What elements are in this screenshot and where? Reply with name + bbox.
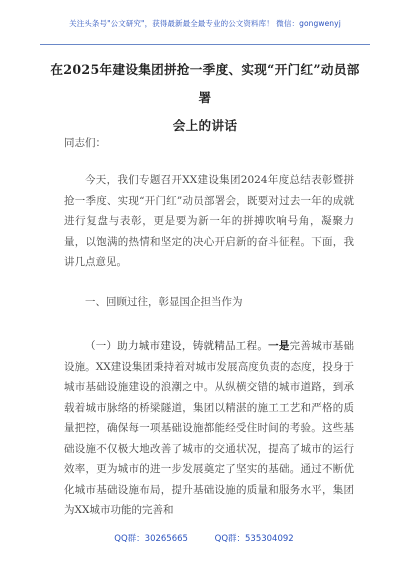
- paragraph-text: 完善城市基础设施。XX建设集团秉持着对城市发展高度负责的态度，投身于城市基础设施建设的浪潮之中。从纵横交错的城市道路，到承载着城市脉络的桥梁隧道，集团以精湛的施工工艺和严格的质量把控，确保每一项基础设施都能经受住时间的考验。这些基础设施不仅极大地改善了城市的交通状况，提高了城市的运行效率，更为城市的进一步发展奠定了坚实的基础。通过不断优化城市基础设施布局，提升基础设施的质量和服务水平，集团为XX城市功能的完善和: [64, 340, 355, 516]
- header-divider: [40, 44, 370, 45]
- qq-group-2: QQ群：535304092: [214, 534, 294, 544]
- subsection-heading: （一）助力城市建设，铸就精品工程。: [85, 340, 269, 352]
- document-title: [44, 56, 366, 140]
- point-label: 一是: [268, 340, 290, 352]
- header-note: 关注头条号"公文研究"，获得最新最全最专业的公文资料库！ 微信：gongwenyj: [69, 19, 341, 28]
- paragraph-section-1-1: [64, 336, 354, 521]
- title-line-1: 在2025年建设集团拼抢一季度、实现“开门红”动员部署: [50, 62, 360, 105]
- paragraph-intro: 今天，我们专题召开XX建设集团2024年度总结表彰暨拼抢一季度、实现“开门红”动员部署会，既要对过去一年的成就进行复盘与表彰，更是要为新一年的拼搏吹响号角，凝聚力量，以饱满的热情和坚定的决心开启新的奋斗征程。下面，我讲几点意见。: [64, 174, 354, 268]
- section-heading-1: 一、回顾过往，彰显国企担当作为: [85, 296, 243, 308]
- footer-contact: [0, 532, 408, 544]
- salutation: 同志们：: [64, 137, 106, 149]
- title-line-2: 会上的讲话: [172, 118, 238, 133]
- qq-group-1: QQ群：30265665: [114, 534, 188, 544]
